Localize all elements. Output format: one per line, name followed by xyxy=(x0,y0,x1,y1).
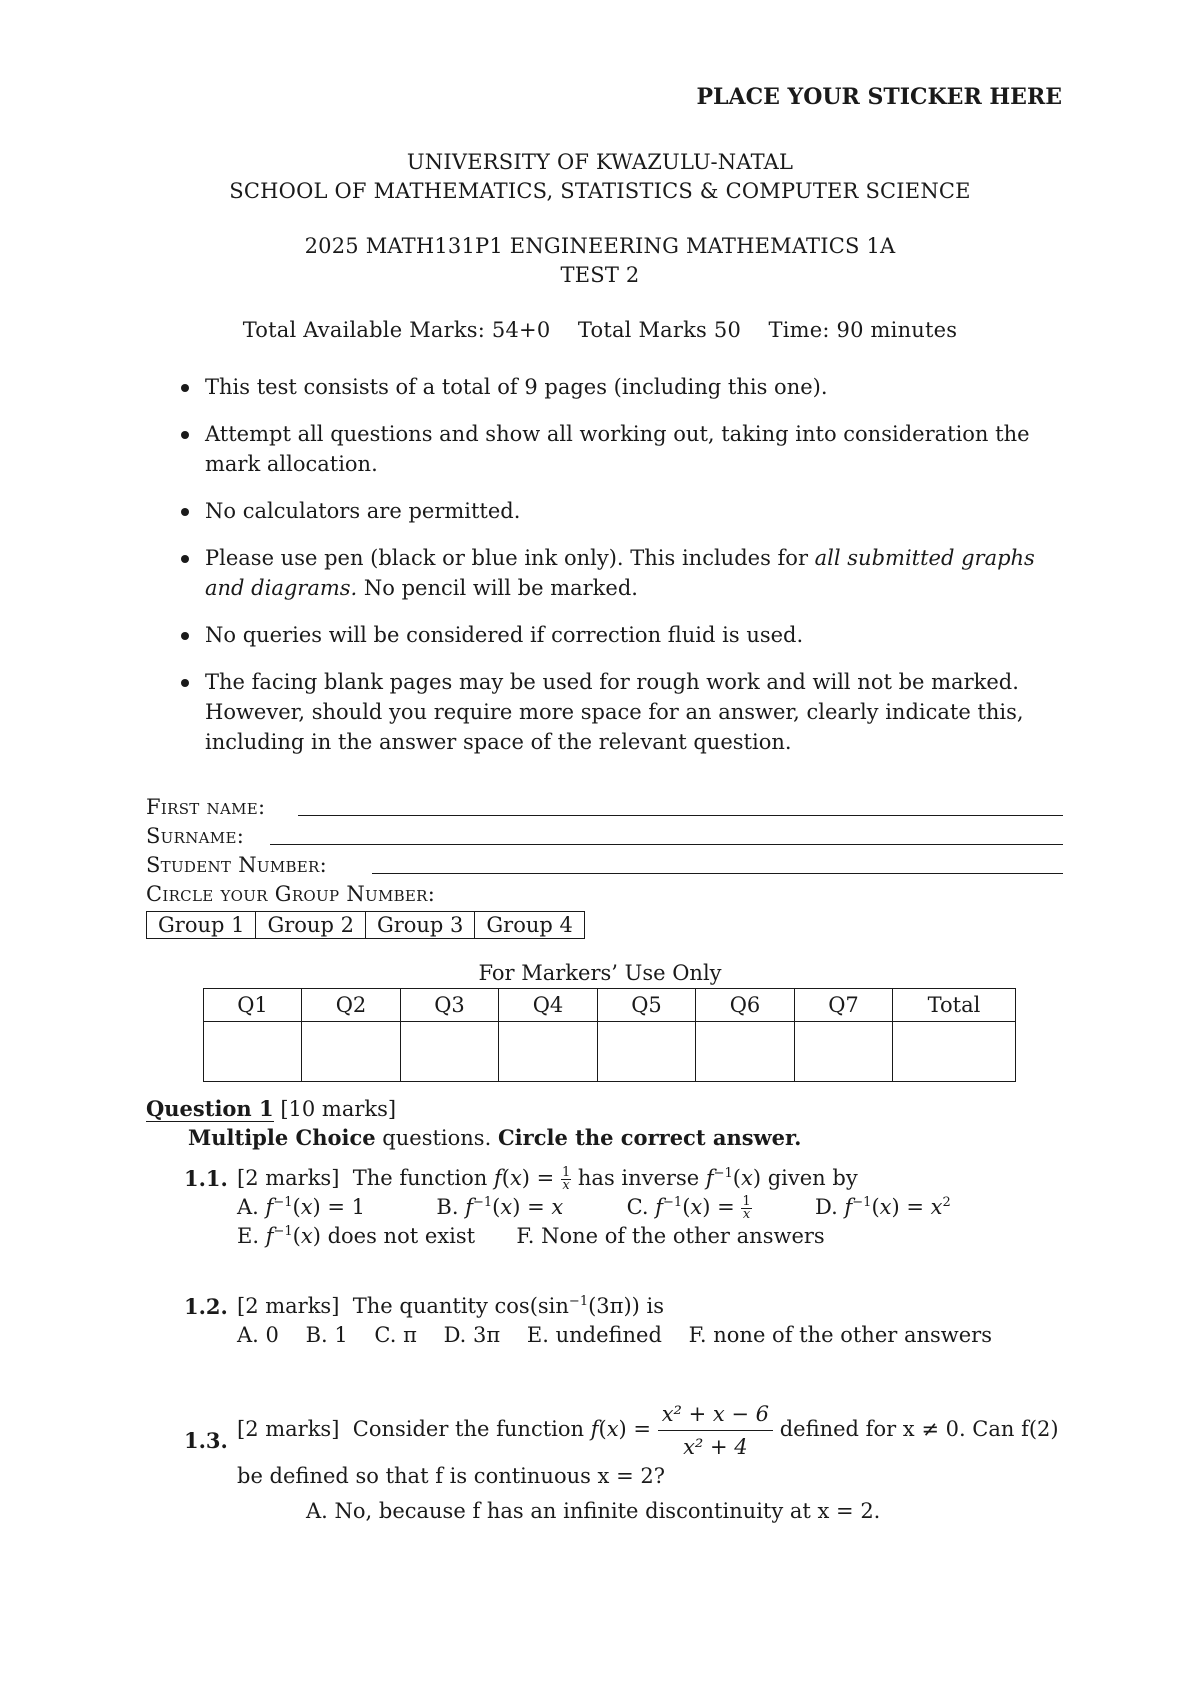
question-1-3-stem-line-2: be defined so that f is continuous x = 2? xyxy=(237,1464,665,1488)
bullet-icon xyxy=(181,679,189,687)
markers-header-q4: Q4 xyxy=(499,989,598,1022)
option-f[interactable]: F. None of the other answers xyxy=(516,1224,825,1248)
question-1-marks: [10 marks] xyxy=(280,1097,397,1121)
question-1-3-stem: [2 marks] Consider the function f(x) = $\frac{\text{x² + x − 6}}{\text{x² + 4}}$ defined for x ≠ 0. Can f(2) xyxy=(237,1402,1059,1459)
markers-header-q1: Q1 xyxy=(204,989,302,1022)
markers-header-q6: Q6 xyxy=(696,989,795,1022)
markers-table xyxy=(203,988,1016,1082)
question-1-3-option-a[interactable]: A. No, because f has an infinite discontinuity at x = 2. xyxy=(306,1499,881,1523)
markers-header-q7: Q7 xyxy=(795,989,893,1022)
first-name-label: First name: xyxy=(146,795,266,819)
circle-group-label: Circle your Group Number: xyxy=(146,882,436,906)
option-c[interactable]: C. $f^{-1}(x)$ = $\frac{1}{x}$ xyxy=(626,1194,751,1222)
surname-input-line[interactable] xyxy=(270,844,1063,845)
test-title: TEST 2 xyxy=(560,263,640,287)
question-1-1-options-row-1 xyxy=(237,1195,951,1221)
student-number-input-line[interactable] xyxy=(372,873,1063,874)
group-3-option[interactable]: Group 3 xyxy=(365,912,474,939)
option-a[interactable]: A. $f^{-1}(x) = 1$ xyxy=(237,1195,366,1219)
bullet-icon xyxy=(181,384,189,392)
group-2-option[interactable]: Group 2 xyxy=(256,912,365,939)
instruction-item: No queries will be considered if correction fluid is used. xyxy=(160,620,1065,650)
markers-cell-q1[interactable] xyxy=(204,1022,302,1082)
markers-cell-q5[interactable] xyxy=(598,1022,696,1082)
course-title: 2025 MATH131P1 ENGINEERING MATHEMATICS 1A xyxy=(304,234,896,258)
instruction-item: This test consists of a total of 9 pages (including this one). xyxy=(160,372,1065,402)
markers-cell-q3[interactable] xyxy=(401,1022,499,1082)
instruction-item: The facing blank pages may be used for rough work and will not be marked. However, should you require more space for an answer, clearly indicate this, including in the answer space of the relevant question. xyxy=(160,667,1065,757)
group-1-option[interactable]: Group 1 xyxy=(147,912,256,939)
question-1-heading xyxy=(146,1096,396,1121)
fraction: $\frac{\text{x² + x − 6}}{\text{x² + 4}}$ xyxy=(658,1402,773,1459)
markers-cell-q4[interactable] xyxy=(499,1022,598,1082)
question-1-1-stem: [2 marks] The function f(x) = $\frac{1}{x}$ has inverse $f^{-1}(x)$ given by xyxy=(237,1165,858,1193)
student-number-label: Student Number: xyxy=(146,853,328,877)
instruction-item: Attempt all questions and show all working out, taking into consideration the mark allocation. xyxy=(160,419,1065,479)
question-1-2-stem: [2 marks] The quantity $\cos(\sin^{-1}(3\pi))$ is xyxy=(237,1294,665,1318)
markers-caption: For Markers’ Use Only xyxy=(478,961,722,985)
question-1-2-number: 1.2. xyxy=(184,1294,228,1319)
question-1-title: Question 1 xyxy=(146,1096,274,1121)
instructions-list xyxy=(160,372,1065,774)
bullet-icon xyxy=(181,555,189,563)
option-e[interactable]: E. $f^{-1}(x)$ does not exist xyxy=(237,1224,476,1248)
bullet-icon xyxy=(181,431,189,439)
first-name-input-line[interactable] xyxy=(298,815,1063,816)
markers-cell-total[interactable] xyxy=(893,1022,1016,1082)
bullet-icon xyxy=(181,508,189,516)
marks-summary: Total Available Marks: 54+0 Total Marks 50 Time: 90 minutes xyxy=(242,318,958,342)
markers-cell-q2[interactable] xyxy=(302,1022,401,1082)
surname-label: Surname: xyxy=(146,824,245,848)
markers-cell-q7[interactable] xyxy=(795,1022,893,1082)
instruction-item: Please use pen (black or blue ink only). This includes for all submitted graphs and diagrams. No pencil will be marked. xyxy=(160,543,1065,603)
multiple-choice-instruction: Multiple Choice questions. Circle the correct answer. xyxy=(188,1125,802,1150)
markers-cell-q6[interactable] xyxy=(696,1022,795,1082)
sticker-placeholder: PLACE YOUR STICKER HERE xyxy=(696,84,1062,110)
markers-header-q5: Q5 xyxy=(598,989,696,1022)
markers-header-q2: Q2 xyxy=(302,989,401,1022)
markers-header-total: Total xyxy=(893,989,1016,1022)
markers-header-q3: Q3 xyxy=(401,989,499,1022)
question-1-3-number: 1.3. xyxy=(184,1428,228,1453)
question-1-2-options[interactable]: A. 0 B. 1 C. π D. 3π E. undefined F. none of the other answers xyxy=(237,1323,992,1347)
question-1-1-number: 1.1. xyxy=(184,1166,228,1191)
bullet-icon xyxy=(181,632,189,640)
school-name: SCHOOL OF MATHEMATICS, STATISTICS & COMPUTER SCIENCE xyxy=(229,179,971,203)
option-b[interactable]: B. $f^{-1}(x) = x$ xyxy=(436,1195,564,1219)
university-name: UNIVERSITY OF KWAZULU-NATAL xyxy=(406,150,794,174)
option-d[interactable]: D. $f^{-1}(x) = x^2$ xyxy=(815,1195,951,1219)
group-options xyxy=(146,911,585,939)
group-4-option[interactable]: Group 4 xyxy=(475,912,584,939)
instruction-item: No calculators are permitted. xyxy=(160,496,1065,526)
question-1-1-options-row-2 xyxy=(237,1224,825,1248)
